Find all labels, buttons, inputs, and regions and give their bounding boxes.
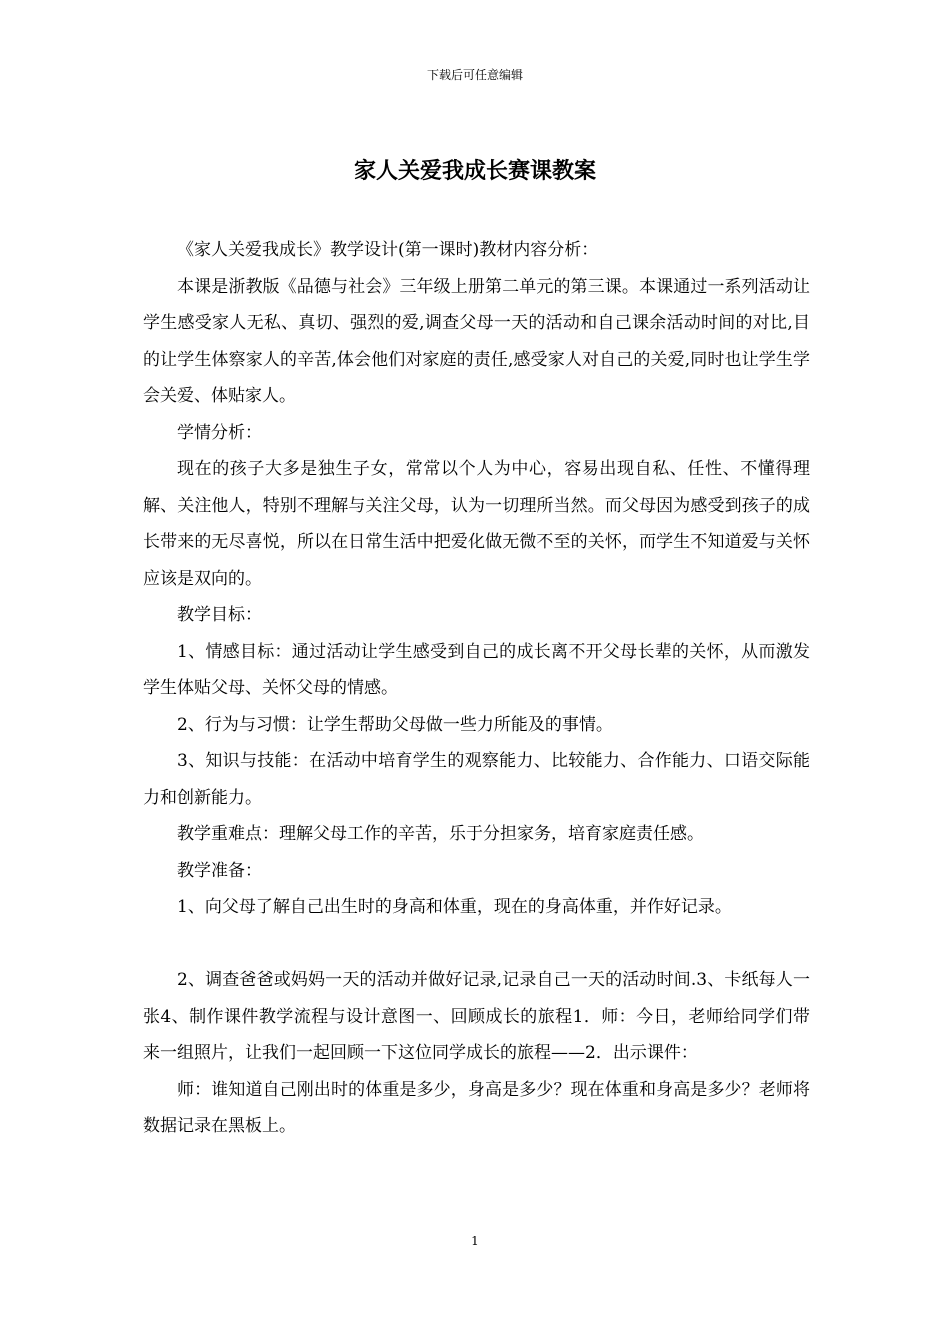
paragraph-preparation-2: 2、调查爸爸或妈妈一天的活动并做好记录,记录自己一天的活动时间.3、卡纸每人一张4、制作课件教学流程与设计意图一、回顾成长的旅程1．师：今日，老师给同学们带来一组照片，让我们一起回顾一下这位同学成长的旅程——2．出示课件：: [143, 970, 810, 1063]
paragraph-preparation-1: 1、向父母了解自己出生时的身高和体重，现在的身高体重，并作好记录。: [177, 897, 732, 917]
paragraph-preparation-heading: 教学准备：: [177, 860, 262, 881]
header-note: 下载后可任意编辑: [426, 68, 523, 82]
paragraph-intro-heading: 《家人关爱我成长》教学设计(第一课时)教材内容分析：: [177, 240, 599, 260]
document-body: [143, 232, 810, 1145]
document-title: 家人关爱我成长赛课教案: [353, 158, 596, 184]
paragraph-teacher-question: 师：谁知道自己刚出时的体重是多少，身高是多少？现在体重和身高是多少？老师将数据记录在黑板上。: [143, 1079, 810, 1136]
paragraph-objectives-heading: 教学目标：: [177, 605, 262, 625]
page-number: 1: [471, 1234, 479, 1248]
paragraph-objective-3: 3、知识与技能：在活动中培育学生的观察能力、比较能力、合作能力、口语交际能力和创新能力。: [143, 751, 810, 808]
paragraph-key-points: 教学重难点：理解父母工作的辛苦，乐于分担家务，培育家庭责任感。: [177, 824, 704, 844]
paragraph-objective-2: 2、行为与习惯：让学生帮助父母做一些力所能及的事情。: [177, 714, 613, 735]
paragraph-content-analysis: 本课是浙教版《品德与社会》三年级上册第二单元的第三课。本课通过一系列活动让学生感受家人无私、真切、强烈的爱,调查父母一天的活动和自己课余活动时间的对比,目的让学生体察家人的辛苦,体会他们对家庭的责任,感受家人对自己的关爱,同时也让学生学会关爱、体贴家人。: [143, 276, 810, 406]
paragraph-learner-analysis: 现在的孩子大多是独生子女，常常以个人为中心，容易出现自私、任性、不懂得理解、关注他人，特别不理解与关注父母，认为一切理所当然。而父母因为感受到孩子的成长带来的无尽喜悦，所以在日常生活中把爱化做无微不至的关怀，而学生不知道爱与关怀应该是双向的。: [143, 459, 810, 589]
paragraph-objective-1: 1、情感目标：通过活动让学生感受到自己的成长离不开父母长辈的关怀，从而激发学生体贴父母、关怀父母的情感。: [143, 641, 810, 698]
paragraph-learner-analysis-heading: 学情分析：: [177, 422, 262, 443]
